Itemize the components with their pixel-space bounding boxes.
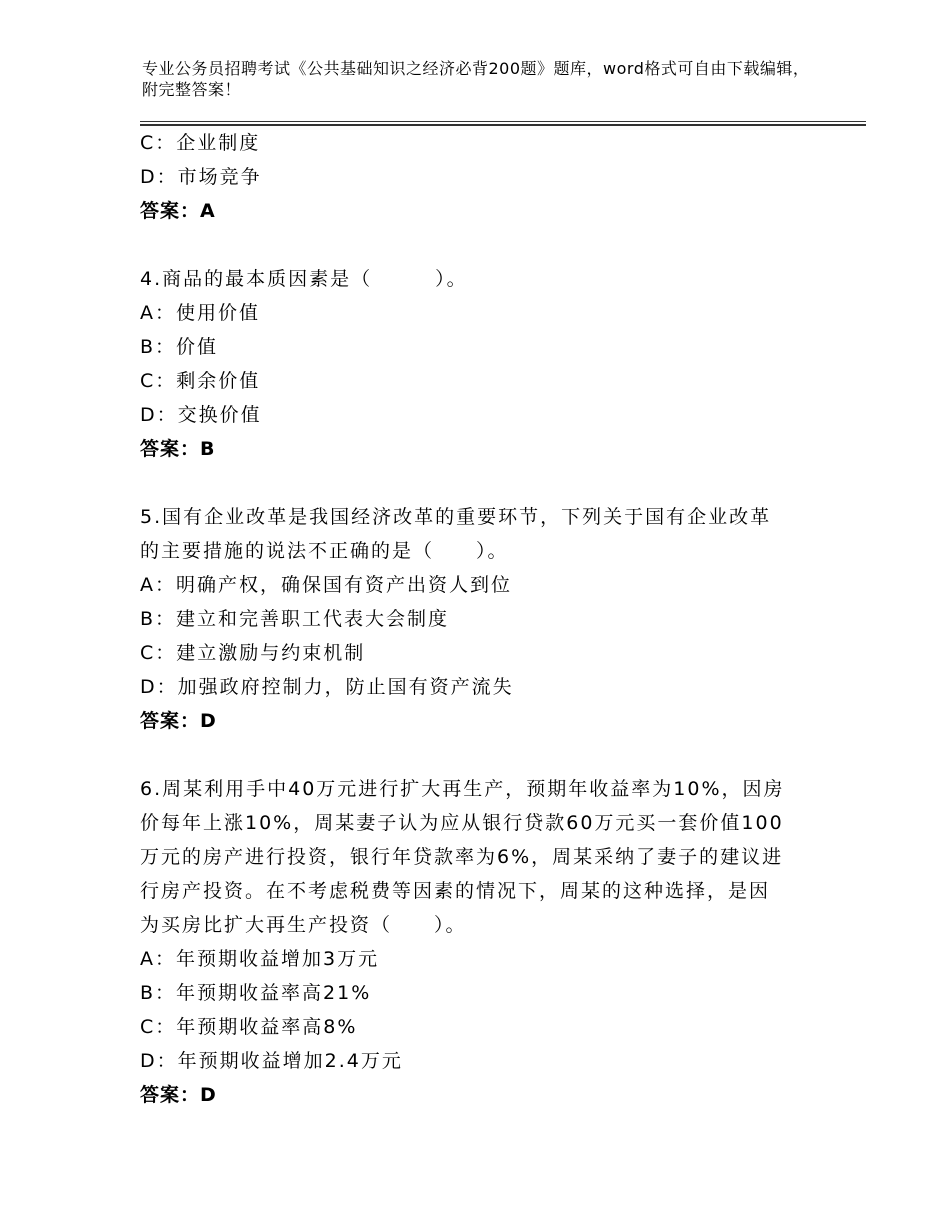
question-3-tail — [140, 126, 820, 228]
question-4 — [140, 262, 820, 466]
question-list — [140, 126, 820, 1112]
option-a: A：年预期收益增加3万元 — [140, 948, 380, 970]
option-b: B：价值 — [140, 336, 219, 358]
option-a: A：明确产权，确保国有资产出资人到位 — [140, 574, 512, 596]
option-b: B：建立和完善职工代表大会制度 — [140, 608, 450, 630]
answer: 答案：B — [140, 438, 216, 460]
answer: 答案：D — [140, 1084, 217, 1106]
spacer — [140, 466, 820, 500]
option-c: C：剩余价值 — [140, 370, 261, 392]
header-title: 专业公务员招聘考试《公共基础知识之经济必背200题》题库，word格式可自由下载编辑，附完整答案！ — [142, 59, 810, 99]
question-stem-line: 的主要措施的说法不正确的是（ ）。 — [140, 540, 509, 562]
question-stem-line: 行房产投资。在不考虑税费等因素的情况下，周某的这种选择，是因 — [140, 880, 771, 902]
option-a: A：使用价值 — [140, 302, 260, 324]
question-stem-line: 6.周某利用手中40万元进行扩大再生产，预期年收益率为10%，因房 — [140, 778, 785, 800]
spacer — [140, 738, 820, 772]
option-c: C：企业制度 — [140, 132, 261, 154]
question-stem-line: 万元的房产进行投资，银行年贷款率为6%，周某采纳了妻子的建议进 — [140, 846, 784, 868]
spacer — [140, 228, 820, 262]
answer: 答案：A — [140, 200, 216, 222]
option-c: C：建立激励与约束机制 — [140, 642, 366, 664]
option-d: D：市场竞争 — [140, 166, 262, 188]
page-header — [142, 58, 812, 100]
answer: 答案：D — [140, 710, 217, 732]
option-d: D：加强政府控制力，防止国有资产流失 — [140, 676, 514, 698]
question-5 — [140, 500, 820, 738]
option-d: D：交换价值 — [140, 404, 262, 426]
question-6 — [140, 772, 820, 1112]
option-c: C：年预期收益率高8% — [140, 1016, 358, 1038]
question-stem-line: 5.国有企业改革是我国经济改革的重要环节，下列关于国有企业改革 — [140, 506, 772, 528]
option-b: B：年预期收益率高21% — [140, 982, 372, 1004]
question-stem-line: 价每年上涨10%，周某妻子认为应从银行贷款60万元买一套价值100 — [140, 812, 784, 834]
question-stem-line: 为买房比扩大再生产投资（ ）。 — [140, 914, 467, 936]
question-stem: 4.商品的最本质因素是（ ）。 — [140, 268, 468, 290]
option-d: D：年预期收益增加2.4万元 — [140, 1050, 403, 1072]
